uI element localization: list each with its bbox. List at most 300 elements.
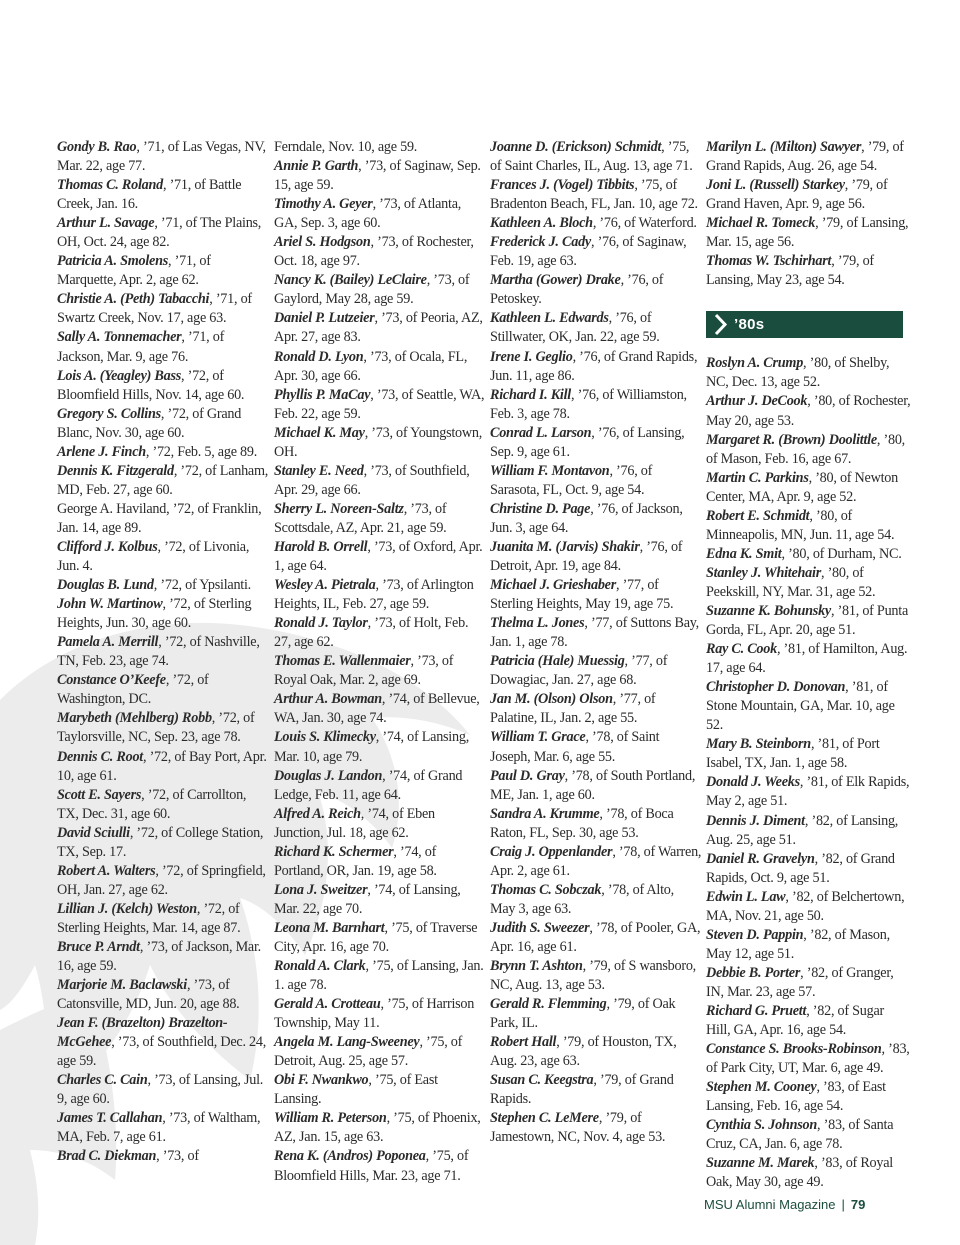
- obituary-entry: [274, 1109, 486, 1147]
- alumnus-name: Scott E. Sayers: [57, 786, 142, 803]
- alumnus-name: Arthur A. Bowman: [274, 691, 382, 708]
- alumnus-name: Obi F. Nwankwo: [274, 1072, 369, 1089]
- obituary-entry: [57, 462, 269, 500]
- obituary-entry: [274, 1033, 486, 1071]
- entry-details: , ’78, of South Portland, ME, Jan. 1, age 60.: [490, 767, 696, 803]
- alumnus-name: Arlene J. Finch: [57, 443, 146, 460]
- entry-details: , ’75, of Bradenton Beach, FL, Jan. 10, age 72.: [490, 177, 698, 213]
- alumnus-name: Robert Hall: [490, 1034, 557, 1051]
- entry-details: , ’80, of Peekskill, NY, Mar. 31, age 52.: [706, 564, 876, 600]
- obituary-entry: [706, 678, 911, 735]
- alumnus-name: William F. Montavon: [490, 462, 610, 479]
- obituary-column-1: [57, 138, 269, 1167]
- entry-details: , ’81, of Stone Mountain, GA, Mar. 10, age 52.: [706, 679, 895, 734]
- entry-details: , ’74, of Lansing, Mar. 22, age 70.: [274, 881, 461, 917]
- entry-details: , ’79, of Grand Rapids, Aug. 26, age 54.: [706, 139, 904, 175]
- obituary-entry: [490, 500, 702, 538]
- obituary-entry: [490, 690, 702, 728]
- entry-details: Ferndale, Nov. 10, age 59.: [274, 139, 418, 155]
- obituary-entry: [490, 176, 702, 214]
- alumnus-name: Ronald J. Taylor: [274, 615, 368, 632]
- alumnus-name: Ronald A. Clark: [274, 958, 366, 975]
- obituary-entry: [706, 735, 911, 773]
- entry-details: , ’76, of Grand Rapids, Jun. 11, age 86.: [490, 348, 698, 384]
- obituary-entry: [706, 431, 911, 469]
- alumnus-name: Constance O’Keefe: [57, 672, 166, 689]
- alumnus-name: Susan C. Keegstra: [490, 1072, 594, 1089]
- obituary-entry: [706, 214, 911, 252]
- alumnus-name: Timothy A. Geyer: [274, 196, 373, 213]
- obituary-entry: [274, 157, 486, 195]
- obituary-entry: [274, 767, 486, 805]
- obituary-entry: [57, 709, 269, 747]
- alumnus-name: Thomas C. Sobczak: [490, 881, 602, 898]
- alumnus-name: Dennis C. Root: [57, 748, 143, 765]
- obituary-entry: [490, 576, 702, 614]
- obituary-entry: [57, 443, 269, 462]
- alumnus-name: Angela M. Lang-Sweeney: [274, 1034, 420, 1051]
- alumnus-name: Patricia (Hale) Muessig: [490, 653, 625, 670]
- obituary-column-3: [490, 138, 702, 1147]
- entry-details: , ’77, of Suttons Bay, Jan. 1, age 78.: [490, 615, 699, 651]
- alumnus-name: Pamela A. Merrill: [57, 634, 159, 651]
- alumnus-name: Dennis J. Diment: [706, 812, 805, 829]
- entry-details: , ’80, of Durham, NC.: [781, 545, 902, 562]
- entry-details: , ’83, of Santa Cruz, CA, Jan. 6, age 78.: [706, 1117, 894, 1153]
- entry-details: , ’81, of Elk Rapids, May 2, age 51.: [706, 774, 910, 810]
- alumnus-name: Jean F. (Brazelton) Brazelton-McGehee: [57, 1015, 228, 1051]
- alumnus-name: Frances J. (Vogel) Tibbits: [490, 177, 635, 194]
- obituary-entry: [274, 919, 486, 957]
- obituary-entry: [490, 881, 702, 919]
- alumnus-name: Leona M. Barnhart: [274, 919, 385, 936]
- obituary-entry: [57, 748, 269, 786]
- obituary-entry: [490, 271, 702, 309]
- obituary-entry: [274, 881, 486, 919]
- obituary-entry: [706, 545, 911, 564]
- obituary-entry: [57, 976, 269, 1014]
- alumnus-name: Joanne D. (Erickson) Schmidt: [490, 139, 662, 155]
- alumnus-name: Lois A. (Yeagley) Bass: [57, 367, 182, 384]
- alumnus-name: Cynthia S. Johnson: [706, 1117, 818, 1134]
- entry-details: , ’72, of Taylorsville, NC, Sep. 23, age 78.: [57, 710, 255, 746]
- entry-details: , ’75, of Detroit, Aug. 25, age 57.: [274, 1034, 463, 1070]
- entry-details: , ’76, of Lansing, Sep. 9, age 61.: [490, 424, 685, 460]
- entry-details: , ’72, of Lanham, MD, Feb. 27, age 60.: [57, 462, 269, 498]
- entry-details: , ’72, Feb. 5, age 89.: [145, 443, 258, 460]
- entry-details: , ’71, of Jackson, Mar. 9, age 76.: [57, 329, 225, 365]
- alumnus-name: Bruce P. Arndt: [57, 938, 140, 955]
- entry-details: , ’80, of Newton Center, MA, Apr. 9, age 52.: [706, 469, 898, 505]
- obituary-entry: [706, 773, 911, 811]
- section-header-80s: [706, 311, 903, 338]
- entry-details: , ’73, of Gaylord, May 28, age 59.: [274, 272, 470, 308]
- entry-details: , ’73, of Arlington Heights, IL, Feb. 27, age 59.: [274, 577, 474, 613]
- entry-details: , ’73, of Scottsdale, AZ, Apr. 21, age 59.: [274, 500, 447, 536]
- obituary-entry: [490, 214, 702, 233]
- obituary-entry: [57, 671, 269, 709]
- alumnus-name: Judith S. Sweezer: [490, 919, 590, 936]
- obituary-entry: [274, 138, 486, 157]
- alumnus-name: Thomas C. Roland: [57, 177, 163, 194]
- entry-details: , ’75, of Bloomfield Hills, Mar. 23, age 71.: [274, 1148, 469, 1184]
- entry-details: , ’72, of Washington, DC.: [57, 672, 209, 708]
- entry-details: , ’71, of Marquette, Apr. 2, age 62.: [57, 253, 211, 289]
- entry-details: , ’73, of Seattle, WA, Feb. 22, age 59.: [274, 386, 485, 422]
- obituary-entry: [490, 652, 702, 690]
- entry-details: , ’76, of Sarasota, FL, Oct. 9, age 54.: [490, 462, 653, 498]
- entry-details: , ’71, of Swartz Creek, Nov. 17, age 63.: [57, 291, 252, 327]
- alumnus-name: Harold B. Orrell: [274, 538, 368, 555]
- alumnus-name: Richard G. Pruett: [706, 1002, 807, 1019]
- obituary-entry: [274, 1071, 486, 1109]
- obituary-entry: [490, 614, 702, 652]
- alumnus-name: Annie P. Garth: [274, 158, 359, 175]
- obituary-entry: [490, 843, 702, 881]
- alumnus-name: Phyllis P. MaCay: [274, 386, 371, 403]
- obituary-entry: [490, 1033, 702, 1071]
- alumnus-name: Lona J. Sweitzer: [274, 881, 368, 898]
- alumnus-name: Martin C. Parkins: [706, 469, 809, 486]
- entry-details: , ’73, of Atlanta, GA, Sep. 3, age 60.: [274, 196, 462, 232]
- obituary-entry: [57, 538, 269, 576]
- obituary-entry: [706, 469, 911, 507]
- entry-details: , ’72, of Carrollton, TX, Dec. 31, age 60.: [57, 786, 247, 822]
- alumnus-name: Sandra A. Krumme: [490, 805, 600, 822]
- entry-details: , ’72, of Bloomfield Hills, Nov. 14, age 60.: [57, 367, 245, 403]
- obituary-entry: [57, 1109, 269, 1147]
- alumnus-name: Douglas B. Lund: [57, 577, 154, 594]
- entry-details: , ’78, of Warren, Apr. 2, age 61.: [490, 843, 702, 879]
- obituary-entry: [57, 1014, 269, 1071]
- obituary-entry: [274, 500, 486, 538]
- alumnus-name: Joni L. (Russell) Starkey: [706, 177, 845, 194]
- entry-details: , ’78, of Alto, May 3, age 63.: [490, 881, 674, 917]
- alumnus-name: Michael R. Tomeck: [706, 215, 816, 232]
- obituary-entry: [706, 888, 911, 926]
- entry-details: , ’72, of Grand Blanc, Nov. 30, age 60.: [57, 405, 242, 441]
- obituary-entry: [706, 850, 911, 888]
- alumnus-name: Christine D. Page: [490, 500, 591, 517]
- alumnus-name: Steven D. Pappin: [706, 926, 804, 943]
- obituary-entry: [706, 138, 911, 176]
- obituary-entry: [57, 405, 269, 443]
- entry-details: , ’77, of Palatine, IL, Jan. 2, age 55.: [490, 691, 656, 727]
- entry-details: , ’73, of Southfield, Apr. 29, age 66.: [274, 462, 470, 498]
- alumnus-name: Thomas W. Tschirhart: [706, 253, 832, 270]
- entry-details: , ’80, of Rochester, May 20, age 53.: [706, 393, 911, 429]
- alumnus-name: Suzanne M. Marek: [706, 1155, 815, 1172]
- entry-details: , ’72, of Sterling Heights, Jun. 30, age 60.: [57, 596, 252, 632]
- alumnus-name: Christopher D. Donovan: [706, 679, 846, 696]
- magazine-name: MSU Alumni Magazine: [704, 1197, 836, 1212]
- entry-details: , ’76, of Jackson, Jun. 3, age 64.: [490, 500, 683, 536]
- chevron-right-icon: [712, 311, 730, 338]
- entry-details: , ’79, of Oak Park, IL.: [490, 996, 676, 1032]
- obituary-entry: [57, 862, 269, 900]
- obituary-entry: [274, 1147, 486, 1185]
- obituary-entry: [490, 138, 702, 176]
- obituary-column-2: [274, 138, 486, 1186]
- obituary-entry: [490, 919, 702, 957]
- entry-details: , ’79, of Grand Haven, Apr. 9, age 56.: [706, 177, 888, 213]
- entry-details: , ’73, of Southfield, Dec. 24, age 59.: [57, 1034, 267, 1070]
- entry-details: , ’72, of Ypsilanti.: [153, 577, 251, 594]
- entry-details: , ’80, of Minneapolis, MN, Jun. 11, age 54.: [706, 507, 895, 543]
- alumnus-name: Arthur L. Savage: [57, 215, 155, 232]
- obituary-entry: [57, 176, 269, 214]
- obituary-entry: [706, 1154, 911, 1192]
- entry-details: , ’72, of Livonia, Jun. 4.: [57, 538, 250, 575]
- alumnus-name: Gerald R. Flemming: [490, 996, 607, 1013]
- obituary-entry: [490, 424, 702, 462]
- obituary-entry: [274, 462, 486, 500]
- obituary-entry: [706, 176, 911, 214]
- obituary-entry: [490, 348, 702, 386]
- obituary-entry: [706, 507, 911, 545]
- entry-details: , ’73, of Lansing, Jul. 9, age 60.: [57, 1072, 264, 1108]
- alumnus-name: Donald J. Weeks: [706, 774, 800, 791]
- alumnus-name: Ronald D. Lyon: [274, 348, 364, 365]
- entry-details: , ’81, of Punta Gorda, FL, Apr. 20, age 51.: [706, 602, 909, 639]
- entry-details: , ’80, of Mason, Feb. 16, age 67.: [706, 431, 905, 467]
- obituary-entry: [706, 964, 911, 1002]
- obituary-entry: [274, 843, 486, 881]
- alumnus-name: Edwin L. Law: [706, 888, 786, 905]
- alumnus-name: Brynn T. Ashton: [490, 958, 583, 975]
- alumnus-name: Juanita M. (Jarvis) Shakir: [490, 538, 640, 555]
- alumnus-name: Craig J. Oppenlander: [490, 843, 613, 860]
- footer-separator: |: [841, 1197, 845, 1212]
- entry-details: , ’76, of Detroit, Apr. 19, age 84.: [490, 538, 683, 575]
- alumnus-name: James T. Callahan: [57, 1110, 163, 1127]
- alumnus-name: Wesley A. Pietrala: [274, 577, 376, 594]
- alumnus-name: Marybeth (Mehlberg) Robb: [57, 710, 212, 727]
- alumnus-name: Patricia A. Smolens: [57, 253, 168, 270]
- entry-details: , ’73, of Waltham, MA, Feb. 7, age 61.: [57, 1110, 261, 1146]
- obituary-entry: [274, 576, 486, 614]
- alumnus-name: Debbie B. Porter: [706, 964, 801, 981]
- obituary-entry: [57, 290, 269, 328]
- obituary-entry: [706, 252, 911, 290]
- alumnus-name: Gondy B. Rao: [57, 139, 137, 155]
- alumnus-name: Michael K. May: [274, 424, 365, 441]
- entry-details: , ’77, of Dowagiac, Jan. 27, age 68.: [490, 653, 668, 689]
- alumnus-name: Stanley J. Whitehair: [706, 564, 821, 581]
- alumnus-name: Irene I. Geglio: [490, 348, 573, 365]
- obituary-entry: [57, 1071, 269, 1109]
- obituary-entry: [490, 538, 702, 576]
- entry-details: , ’80, of Shelby, NC, Dec. 13, age 52.: [706, 355, 890, 391]
- alumnus-name: Charles C. Cain: [57, 1072, 148, 1089]
- alumnus-name: Conrad L. Larson: [490, 424, 592, 441]
- alumnus-name: Mary B. Steinborn: [706, 736, 811, 753]
- obituary-entry: [57, 500, 269, 538]
- entry-details: , ’76, of Stillwater, OK, Jan. 22, age 59.: [490, 310, 660, 346]
- alumnus-name: Christie A. (Peth) Tabacchi: [57, 291, 210, 308]
- entry-details: , ’79, of Grand Rapids.: [490, 1072, 674, 1108]
- alumnus-name: Richard K. Schermer: [274, 843, 394, 860]
- alumnus-name: Alfred A. Reich: [274, 805, 361, 822]
- entry-details: , ’79, of Houston, TX, Aug. 23, age 63.: [490, 1034, 677, 1070]
- entry-details: , ’74, of Portland, OR, Jan. 19, age 58.: [274, 843, 437, 879]
- page-footer: [704, 1197, 865, 1212]
- obituary-entry: [274, 538, 486, 576]
- entry-details: , ’83, of Royal Oak, May 30, age 49.: [706, 1155, 893, 1191]
- obituary-entry: [57, 824, 269, 862]
- alumnus-name: Sherry L. Noreen-Saltz: [274, 500, 404, 517]
- alumnus-name: Michael J. Grieshaber: [490, 577, 616, 594]
- obituary-entry: [57, 938, 269, 976]
- entry-details: , ’75, of Harrison Township, May 11.: [274, 996, 475, 1032]
- obituary-entry: [57, 138, 269, 176]
- entry-details: , ’82, of Grand Rapids, Oct. 9, age 51.: [706, 850, 895, 886]
- alumnus-name: Jan M. (Olson) Olson: [490, 691, 613, 708]
- entry-details: , ’73, of: [156, 1148, 199, 1165]
- entry-details: , ’71, of Battle Creek, Jan. 16.: [57, 177, 242, 213]
- obituary-entry: [490, 728, 702, 766]
- obituary-entry: [57, 900, 269, 938]
- entry-details: , ’78, of Boca Raton, FL, Sep. 30, age 53.: [490, 805, 674, 841]
- alumnus-name: Stanley E. Need: [274, 462, 364, 479]
- obituary-entry: [490, 1109, 702, 1147]
- alumnus-name: Roslyn A. Crump: [706, 355, 804, 372]
- entry-details: , ’72, of Nashville, TN, Feb. 23, age 74.: [57, 634, 260, 670]
- entry-details: , ’82, of Belchertown, MA, Nov. 21, age 50.: [706, 888, 905, 924]
- obituary-entry: [706, 926, 911, 964]
- obituary-entry: [57, 576, 269, 595]
- entry-details: , ’76, of Saginaw, Feb. 19, age 63.: [490, 234, 687, 270]
- page-number: 79: [850, 1197, 866, 1212]
- obituary-entry: [274, 690, 486, 728]
- obituary-entry: [274, 195, 486, 233]
- alumnus-name: Martha (Gower) Drake: [490, 272, 621, 289]
- alumnus-name: William T. Grace: [490, 729, 586, 746]
- obituary-entry: [274, 386, 486, 424]
- entry-details: , ’83, of Park City, UT, Mar. 6, age 49.: [706, 1041, 910, 1077]
- entry-details: , ’74, of Grand Ledge, Feb. 11, age 64.: [274, 767, 463, 803]
- alumnus-name: Richard I. Kill: [490, 386, 572, 403]
- entry-details: , ’76, of Williamston, Feb. 3, age 78.: [490, 386, 687, 422]
- alumnus-name: Gerald A. Crotteau: [274, 996, 381, 1013]
- entry-details: , ’72, of Bay Port, Apr. 10, age 61.: [57, 748, 267, 784]
- obituary-entry: [57, 633, 269, 671]
- obituary-entry: [706, 640, 911, 678]
- alumnus-name: Paul D. Gray: [490, 767, 565, 784]
- obituary-entry: [274, 309, 486, 347]
- obituary-entry: [490, 233, 702, 271]
- obituary-entry: [274, 348, 486, 386]
- alumnus-name: William R. Peterson: [274, 1110, 387, 1127]
- alumnus-name: Lillian J. (Kelch) Weston: [57, 900, 197, 917]
- alumnus-name: Brad C. Diekman: [57, 1148, 157, 1165]
- alumnus-name: Margaret R. (Brown) Doolittle: [706, 431, 877, 448]
- alumnus-name: David Sciulli: [57, 824, 130, 841]
- obituary-entry: [57, 252, 269, 290]
- obituary-entry: [490, 957, 702, 995]
- entry-details: , ’71, of Las Vegas, NV, Mar. 22, age 77.: [57, 139, 266, 175]
- alumnus-name: Constance S. Brooks-Robinson: [706, 1041, 882, 1058]
- obituary-entry: [57, 328, 269, 366]
- entry-details: , ’82, of Granger, IN, Mar. 23, age 57.: [706, 964, 894, 1000]
- obituary-entry: [274, 614, 486, 652]
- entry-details: , ’78, of Saint Joseph, Mar. 6, age 55.: [490, 729, 660, 765]
- entry-details: , ’75, of Traverse City, Apr. 16, age 70.: [274, 919, 478, 955]
- obituary-entry: [490, 309, 702, 347]
- entry-details: , ’73, of Peoria, AZ, Apr. 27, age 83.: [274, 310, 483, 346]
- entry-details: , ’81, of Hamilton, Aug. 17, age 64.: [706, 641, 908, 677]
- alumnus-name: Clifford J. Kolbus: [57, 538, 158, 555]
- obituary-entry: [490, 767, 702, 805]
- alumnus-name: Frederick J. Cady: [490, 234, 591, 251]
- alumnus-name: Stephen M. Cooney: [706, 1079, 817, 1096]
- entry-details: , ’73, of Holt, Feb. 27, age 62.: [274, 615, 469, 651]
- alumnus-name: Daniel R. Gravelyn: [706, 850, 815, 867]
- entry-details: , ’78, of Pooler, GA, Apr. 16, age 61.: [490, 919, 701, 955]
- column-4-seventies-entries: [706, 138, 911, 290]
- obituary-entry: [706, 1078, 911, 1116]
- obituary-entry: [706, 1002, 911, 1040]
- alumnus-name: Ariel S. Hodgson: [274, 234, 371, 251]
- alumnus-name: Ray C. Cook: [706, 641, 777, 658]
- alumnus-name: Sally A. Tonnemacher: [57, 329, 182, 346]
- obituary-entry: [706, 602, 911, 640]
- alumnus-name: Daniel P. Lutzeier: [274, 310, 375, 327]
- entry-details: , ’75, of Phoenix, AZ, Jan. 15, age 63.: [274, 1110, 481, 1146]
- column-4-eighties-entries: [706, 354, 911, 1192]
- obituary-entry: [490, 462, 702, 500]
- obituary-entry: [706, 564, 911, 602]
- obituary-entry: [490, 995, 702, 1033]
- alumnus-name: Suzanne K. Bohunsky: [706, 602, 831, 619]
- entry-details: , ’72, of Springfield, OH, Jan. 27, age 62.: [57, 862, 266, 898]
- entry-details: , ’82, of Sugar Hill, GA, Apr. 16, age 54.: [706, 1002, 885, 1039]
- obituary-entry: [274, 995, 486, 1033]
- entry-details: , ’79, of S wansboro, NC, Aug. 13, age 53.: [490, 958, 696, 994]
- alumnus-name: Arthur J. DeCook: [706, 393, 808, 410]
- entry-details: , ’82, of Mason, May 12, age 51.: [706, 926, 890, 962]
- obituary-entry: [57, 1147, 269, 1166]
- entry-details: , ’75, of Lansing, Jan. 1. age 78.: [274, 958, 484, 994]
- alumnus-name: Rena K. (Andros) Poponea: [274, 1148, 426, 1165]
- alumnus-name: Douglas J. Landon: [274, 767, 383, 784]
- obituary-entry: [274, 805, 486, 843]
- entry-details: , ’75, of Saint Charles, IL, Aug. 13, age 71.: [490, 139, 693, 175]
- obituary-entry: [57, 786, 269, 824]
- obituary-entry: [57, 367, 269, 405]
- entry-details: , ’81, of Port Isabel, TX, Jan. 1, age 58.: [706, 736, 880, 772]
- entry-details: , ’73, of Oxford, Apr. 1, age 64.: [274, 538, 483, 575]
- obituary-entry: [274, 233, 486, 271]
- obituary-entry: [274, 728, 486, 766]
- alumnus-name: John W. Martinow: [57, 596, 163, 613]
- obituary-entry: [57, 595, 269, 633]
- entry-details: , ’73, of Youngstown, OH.: [274, 424, 483, 460]
- alumnus-name: Gregory S. Collins: [57, 405, 161, 422]
- alumnus-name: Stephen C. LeMere: [490, 1110, 599, 1127]
- obituary-column-4: [706, 138, 911, 1192]
- alumnus-name: Robert A. Walters: [57, 862, 156, 879]
- obituary-entry: [274, 957, 486, 995]
- alumnus-name: Dennis K. Fitzgerald: [57, 462, 174, 479]
- obituary-entry: [706, 354, 911, 392]
- obituary-entry: [706, 812, 911, 850]
- obituary-entry: [706, 392, 911, 430]
- entry-details: , ’76, of Petoskey.: [490, 272, 664, 308]
- obituary-entry: [57, 214, 269, 252]
- alumnus-name: Kathleen L. Edwards: [490, 310, 609, 327]
- alumnus-name: Thomas E. Wallenmaier: [274, 653, 411, 670]
